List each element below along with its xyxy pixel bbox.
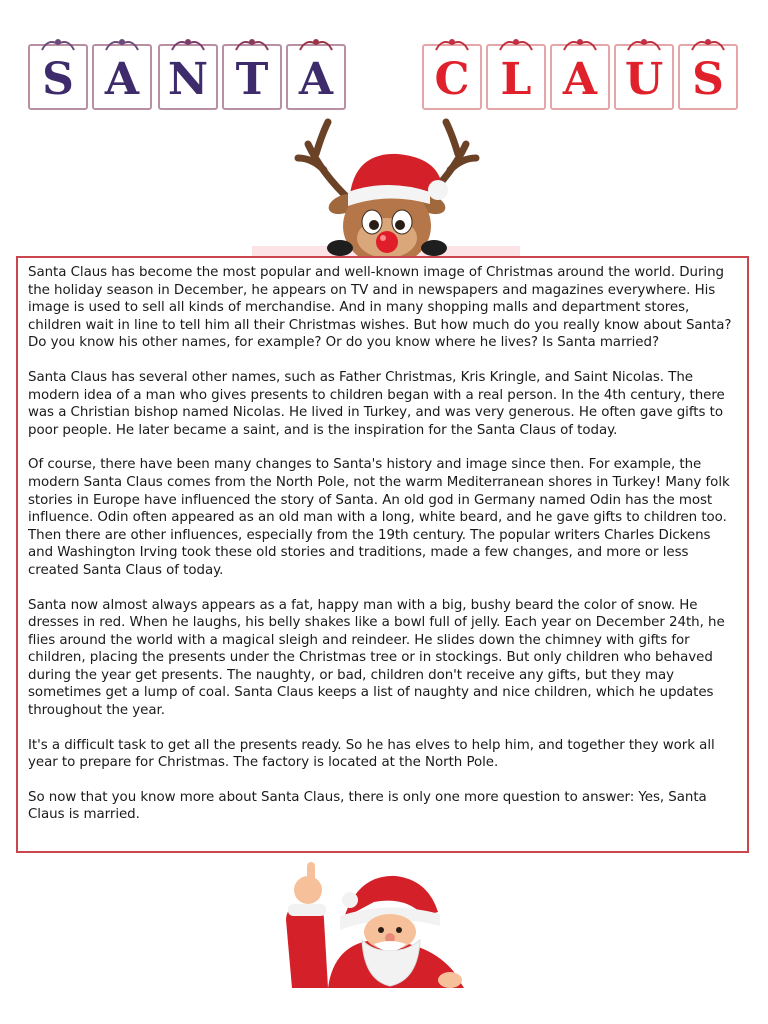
red-nose <box>376 231 398 253</box>
ornament-icon <box>688 36 728 52</box>
santa-arm <box>286 906 328 988</box>
pointing-finger <box>307 862 315 888</box>
title-letter: C <box>434 54 470 105</box>
title-letter-tile <box>614 44 674 110</box>
ornament-icon <box>168 36 208 52</box>
title-letter-tile <box>222 44 282 110</box>
paragraph: Santa Claus has become the most popular and well-known image of Christmas around the world. During the holiday season in December, he appears on TV and in newspapers and magazines everywhere. His image is used to sell all kinds of merchandise. And in many shopping malls and department stores, children wait in line to tell him all their Christmas wishes. But how much do you really know about Santa? Do you know his other names, for example? Or do you know where he lives? Is Santa married? <box>28 265 732 351</box>
reading-text-box <box>16 256 749 853</box>
title-letter-tile <box>92 44 152 110</box>
ornament-icon <box>102 36 142 52</box>
ornament-icon <box>432 36 472 52</box>
title-letter-tile <box>286 44 346 110</box>
ornament-icon <box>624 36 664 52</box>
title-letter: A <box>562 54 598 105</box>
santa-illustration <box>278 860 468 990</box>
title-letter-tile <box>550 44 610 110</box>
antler-left <box>298 122 350 200</box>
title-letter-tile <box>158 44 218 110</box>
title-letter: U <box>624 54 664 105</box>
paragraph: Santa Claus has several other names, such as Father Christmas, Kris Kringle, and Saint Nicolas. The modern idea of a man who gives presents to children began with a real person. In the 4th century, there was a Christian bishop named Nicolas. He lived in Turkey, and was very generous. He often gave gifts to poor people. He later became a saint, and is the inspiration for the Santa Claus of today. <box>28 369 725 438</box>
title-letter: A <box>104 54 140 105</box>
title-letter-tile <box>678 44 738 110</box>
ornament-icon <box>232 36 272 52</box>
reindeer-illustration <box>252 114 520 258</box>
paragraph: It's a difficult task to get all the presents ready. So he has elves to help him, and together they work all year to prepare for Christmas. The factory is located at the North Pole. <box>28 737 715 771</box>
ornament-icon <box>38 36 78 52</box>
title-letter: A <box>298 54 334 105</box>
ornament-icon <box>296 36 336 52</box>
ornament-icon <box>560 36 600 52</box>
title-letter: T <box>235 54 269 105</box>
ornament-icon <box>496 36 536 52</box>
title-letter: S <box>692 54 724 105</box>
title-letter-tile <box>422 44 482 110</box>
paragraph: Santa now almost always appears as a fat, happy man with a big, bushy beard the color of snow. He dresses in red. When he laughs, his belly shakes like a bowl full of jelly. Each year on December 24th, he flies around the world with a magical sleigh and reindeer. He slides down the chimney with gifts for children, placing the presents under the Christmas tree or in stockings. But only children who behaved during the year get presents. The naughty, or bad, children don't receive any gifts, but they may sometimes get a lump of coal. Santa Claus keeps a list of naughty and nice children, which he updates throughout the year. <box>28 597 725 719</box>
paragraph: Of course, there have been many changes to Santa's history and image since then. For example, the modern Santa Claus comes from the North Pole, not the warm Mediterranean shores in Turkey! Many folk stories in Europe have influenced the story of Santa. An old god in Germany named Odin has the most influence. Odin often appeared as an old man with a long, white beard, and he gave gifts to children too. Then there are other influences, especially from the 19th century. The popular writers Charles Dickens and Washington Irving took these old stories and traditions, made a few changes, and more or less created Santa Claus of today. <box>28 457 730 578</box>
title-letter: S <box>42 54 74 105</box>
title-letter-tile <box>28 44 88 110</box>
title-letter: L <box>500 54 532 105</box>
paragraph: So now that you know more about Santa Claus, there is only one more question to answer: Yes, Santa Claus is married. <box>28 789 707 823</box>
title-banner <box>0 44 768 116</box>
title-letter: N <box>167 54 209 105</box>
title-letter-tile <box>486 44 546 110</box>
